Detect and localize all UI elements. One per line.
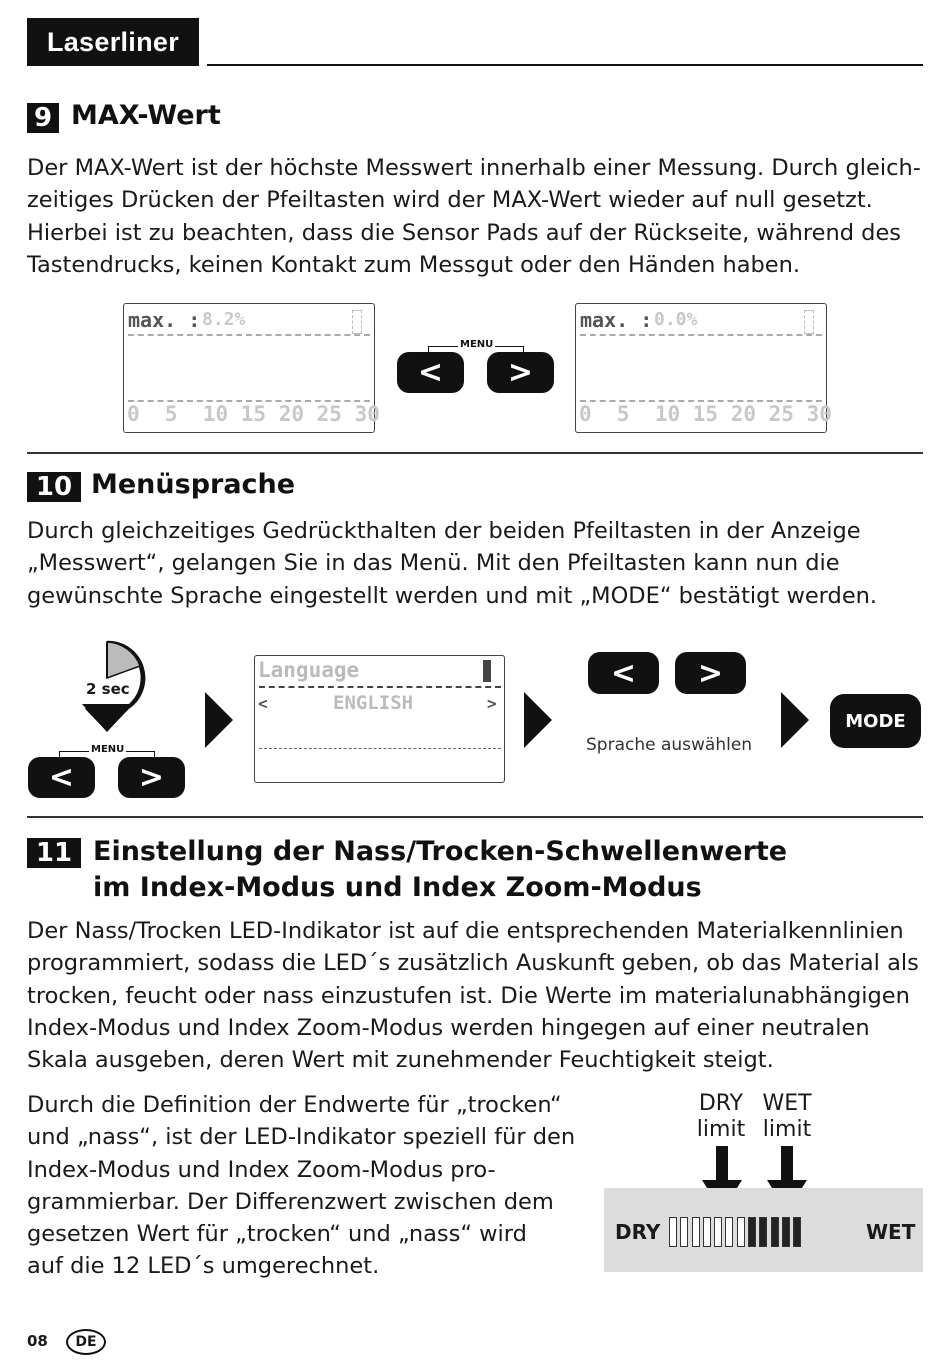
timer-label: 2 sec bbox=[86, 680, 130, 698]
text-line: Durch gleichzeitiges Gedrückthalten der beiden Pfeiltasten in der Anzeige bbox=[27, 518, 861, 544]
text-line: Index-Modus und Index Zoom-Modus pro- bbox=[27, 1156, 496, 1183]
dry-limit-label bbox=[696, 1091, 746, 1143]
text-line: Der MAX-Wert ist der höchste Messwert innerhalb einer Messung. Durch gleich- bbox=[27, 155, 921, 181]
lcd-display-after bbox=[575, 303, 832, 433]
text-line: Index-Modus und Index Zoom-Modus werden hingegen auf einer neutralen bbox=[27, 1014, 870, 1041]
lcd-max-value: 0.0% bbox=[654, 309, 698, 330]
select-language-caption: Sprache auswählen bbox=[586, 735, 753, 755]
wet-limit-label bbox=[760, 1091, 814, 1143]
lcd-divider bbox=[259, 686, 501, 688]
led-segment bbox=[692, 1217, 700, 1247]
section-rule bbox=[27, 816, 923, 818]
wet-limit-line: WET bbox=[762, 1091, 812, 1116]
led-segment bbox=[725, 1217, 733, 1247]
dry-limit-line: limit bbox=[696, 1117, 746, 1142]
battery-icon bbox=[352, 310, 362, 334]
section-title-11 bbox=[93, 834, 787, 906]
led-segment bbox=[669, 1217, 677, 1247]
text-line: gewünschte Sprache eingestellt werden und mit „MODE“ bestätigt werden. bbox=[27, 582, 878, 609]
section-number-10: 10 bbox=[27, 472, 81, 502]
section-title-10: Menüsprache bbox=[91, 469, 296, 500]
text-line: Skala ausgeben, deren Wert mit zunehmender Feuchtigkeit steigt. bbox=[27, 1047, 774, 1074]
lcd-max-label: max. : bbox=[580, 308, 653, 332]
led-segment bbox=[703, 1217, 711, 1247]
left-arrow-key[interactable]: < bbox=[588, 652, 659, 694]
text-line: Hierbei ist zu beachten, dass die Sensor Pads auf der Rückseite, während des bbox=[27, 219, 902, 246]
section10-text bbox=[27, 515, 927, 612]
flow-arrow-icon bbox=[524, 692, 552, 748]
text-line: Tastendrucks, keinen Kontakt zum Messgut oder den Händen haben. bbox=[27, 251, 801, 278]
language-badge: DE bbox=[66, 1329, 106, 1355]
menu-label: MENU bbox=[460, 339, 494, 350]
right-arrow-key[interactable]: > bbox=[675, 652, 746, 694]
text-line: „Messwert“, gelangen Sie in das Menü. Mit den Pfeiltasten kann nun die bbox=[27, 550, 840, 577]
led-dry-label: DRY bbox=[615, 1220, 661, 1244]
text-line: trocken, feucht oder nass einzustufen ist. Die Werte im materialunabhängigen bbox=[27, 982, 910, 1009]
dry-limit-line: DRY bbox=[698, 1091, 744, 1116]
left-arrow-key[interactable]: < bbox=[397, 352, 464, 393]
led-row bbox=[669, 1217, 801, 1247]
led-segment bbox=[771, 1217, 779, 1247]
menu-label: MENU bbox=[91, 744, 125, 755]
text-line: programmiert, sodass die LED´s zusätzlich Auskunft geben, ob das Material als bbox=[27, 950, 919, 977]
lcd-display-before bbox=[123, 303, 380, 433]
section9-text bbox=[27, 152, 927, 281]
led-segment bbox=[782, 1217, 790, 1247]
wet-limit-line: limit bbox=[762, 1117, 812, 1142]
page-number: 08 bbox=[27, 1332, 48, 1350]
section-title-line: Einstellung der Nass/Trocken-Schwellenwerte bbox=[93, 836, 788, 867]
language-next-arrow: > bbox=[487, 694, 497, 713]
lcd-divider bbox=[259, 748, 501, 749]
lcd-divider bbox=[580, 334, 822, 336]
flow-arrow-icon bbox=[781, 692, 809, 748]
led-segment bbox=[759, 1217, 767, 1247]
text-line: Der Nass/Trocken LED-Indikator ist auf die entsprechenden Materialkennlinien bbox=[27, 918, 904, 944]
text-line: auf die 12 LED´s umgerechnet. bbox=[27, 1253, 380, 1280]
led-segment bbox=[680, 1217, 688, 1247]
section-number-11: 11 bbox=[27, 838, 81, 868]
section-rule bbox=[27, 452, 923, 454]
section11-text bbox=[27, 915, 927, 1076]
led-wet-label: WET bbox=[866, 1220, 916, 1244]
section-title-9: MAX-Wert bbox=[71, 100, 221, 131]
lcd-divider bbox=[128, 334, 370, 336]
header-rule bbox=[207, 64, 923, 66]
lcd-max-label: max. : bbox=[128, 308, 201, 332]
lcd-scale: 0 5 10 15 20 25 30 bbox=[579, 402, 832, 426]
flow-arrow-icon bbox=[205, 692, 233, 748]
text-line: zeitiges Drücken der Pfeiltasten wird der MAX-Wert wieder auf null gesetzt. bbox=[27, 187, 873, 214]
text-line: gesetzen Wert für „trocken“ und „nass“ wird bbox=[27, 1221, 527, 1248]
led-segment bbox=[737, 1217, 745, 1247]
section-title-line: im Index-Modus und Index Zoom-Modus bbox=[93, 872, 702, 903]
language-title: Language bbox=[258, 658, 360, 682]
left-arrow-key[interactable]: < bbox=[28, 757, 95, 798]
language-value: ENGLISH bbox=[333, 692, 414, 714]
lcd-max-value: 8.2% bbox=[202, 309, 246, 330]
led-segment bbox=[793, 1217, 801, 1247]
text-line: und „nass“, ist der LED-Indikator speziell für den bbox=[27, 1124, 576, 1151]
right-arrow-key[interactable]: > bbox=[118, 757, 185, 798]
battery-icon bbox=[804, 310, 814, 334]
led-segment bbox=[748, 1217, 756, 1247]
text-line: Durch die Definition der Endwerte für „trocken“ bbox=[27, 1092, 562, 1118]
brand-logo: Laserliner bbox=[27, 18, 199, 66]
led-segment bbox=[714, 1217, 722, 1247]
lcd-scale: 0 5 10 15 20 25 30 bbox=[127, 402, 380, 426]
mode-button[interactable]: MODE bbox=[830, 694, 921, 748]
text-line: grammierbar. Der Differenzwert zwischen dem bbox=[27, 1188, 554, 1215]
section11-text-2 bbox=[27, 1089, 587, 1283]
language-display bbox=[254, 655, 505, 783]
language-prev-arrow: < bbox=[258, 694, 268, 713]
section-number-9: 9 bbox=[27, 103, 59, 133]
battery-icon bbox=[483, 660, 491, 682]
right-arrow-key[interactable]: > bbox=[487, 352, 554, 393]
